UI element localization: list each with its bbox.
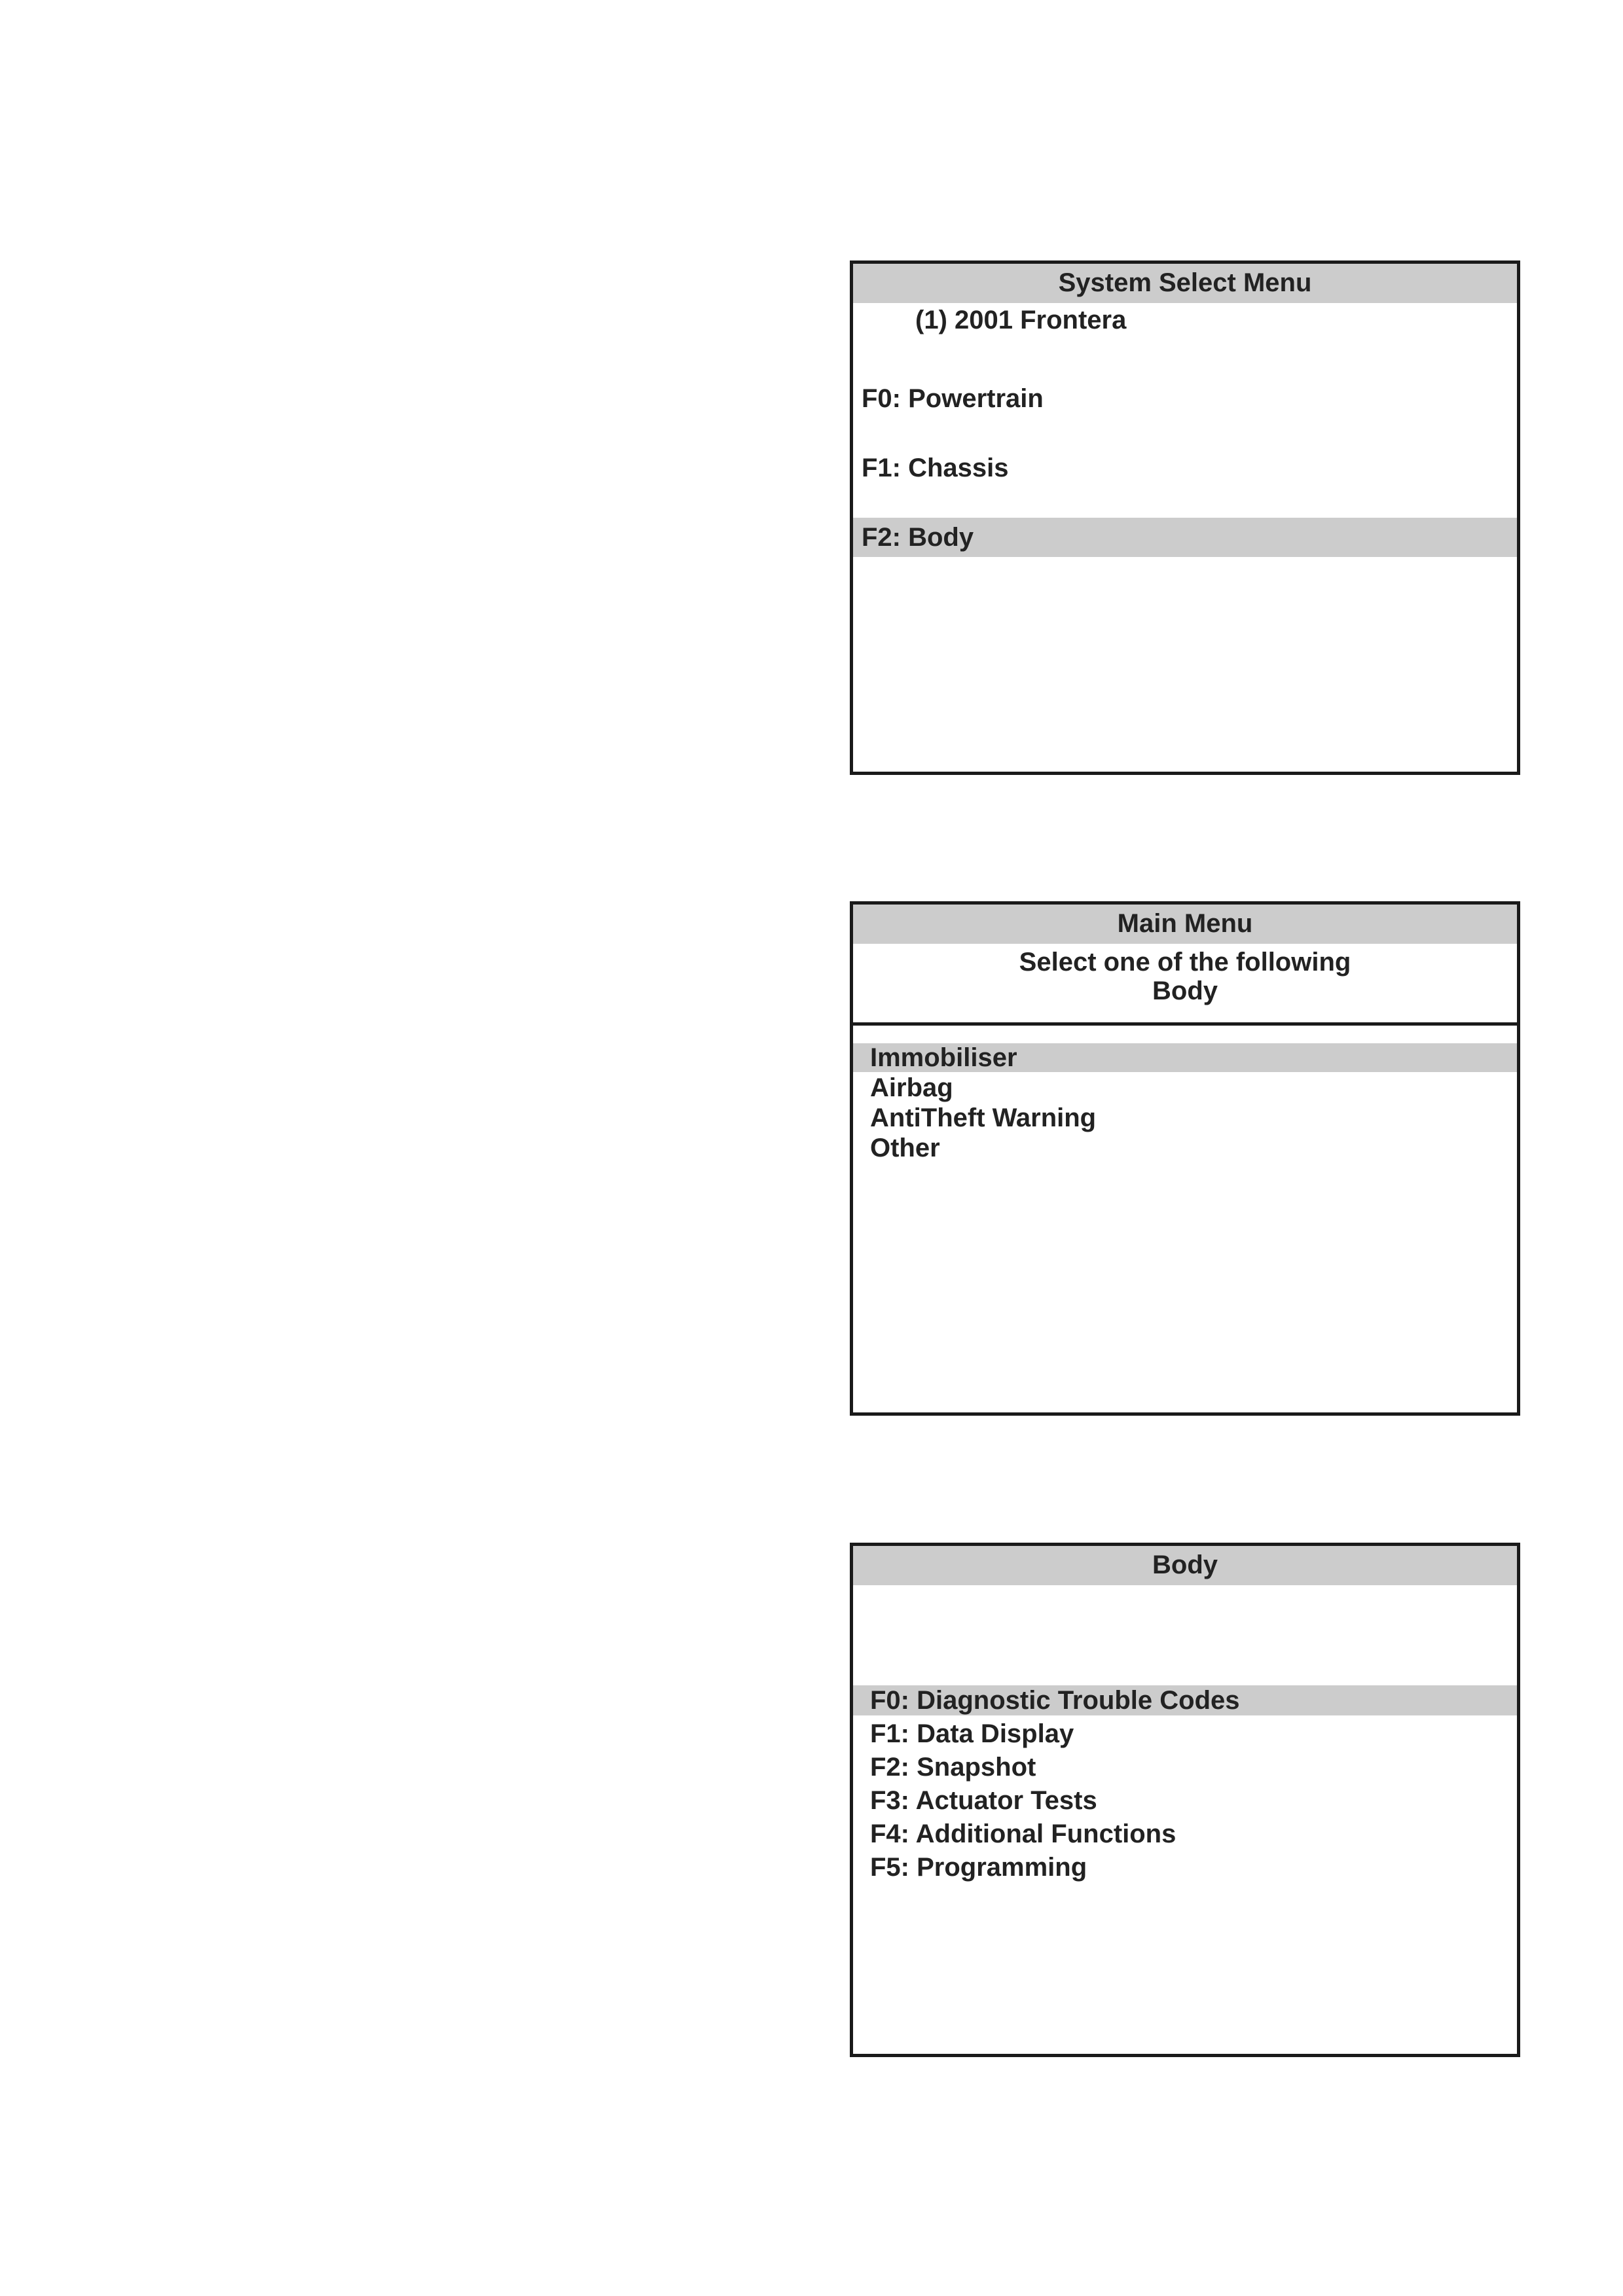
menu-header-context: Body bbox=[1152, 977, 1218, 1005]
menu-item-powertrain[interactable]: F0: Powertrain bbox=[862, 384, 1044, 413]
menu-item-additional-functions[interactable]: F4: Additional Functions bbox=[870, 1820, 1176, 1848]
menu-header-instruction: Select one of the following bbox=[1019, 948, 1351, 977]
menu-item-data-display[interactable]: F1: Data Display bbox=[870, 1719, 1074, 1748]
body-function-screen bbox=[850, 1543, 1520, 2057]
menu-item-antitheft-warning[interactable]: AntiTheft Warning bbox=[870, 1103, 1097, 1132]
menu-item-other[interactable]: Other bbox=[870, 1134, 940, 1162]
menu-item-snapshot[interactable]: F2: Snapshot bbox=[870, 1753, 1036, 1782]
menu-item-body[interactable]: F2: Body bbox=[853, 518, 1517, 557]
menu-item-chassis[interactable]: F1: Chassis bbox=[862, 454, 1009, 482]
menu-item-immobiliser[interactable]: Immobiliser bbox=[853, 1043, 1517, 1072]
system-select-menu-screen bbox=[850, 260, 1520, 775]
menu-header bbox=[853, 944, 1517, 1026]
vehicle-subtitle: (1) 2001 Frontera bbox=[915, 306, 1127, 334]
menu-item-diagnostic-trouble-codes[interactable]: F0: Diagnostic Trouble Codes bbox=[853, 1685, 1517, 1715]
screen-title: Body bbox=[853, 1546, 1517, 1585]
menu-item-programming[interactable]: F5: Programming bbox=[870, 1853, 1087, 1882]
main-menu-screen bbox=[850, 901, 1520, 1416]
menu-item-airbag[interactable]: Airbag bbox=[870, 1073, 953, 1102]
menu-item-actuator-tests[interactable]: F3: Actuator Tests bbox=[870, 1786, 1097, 1815]
screen-title: Main Menu bbox=[853, 905, 1517, 944]
screen-title: System Select Menu bbox=[853, 264, 1517, 303]
